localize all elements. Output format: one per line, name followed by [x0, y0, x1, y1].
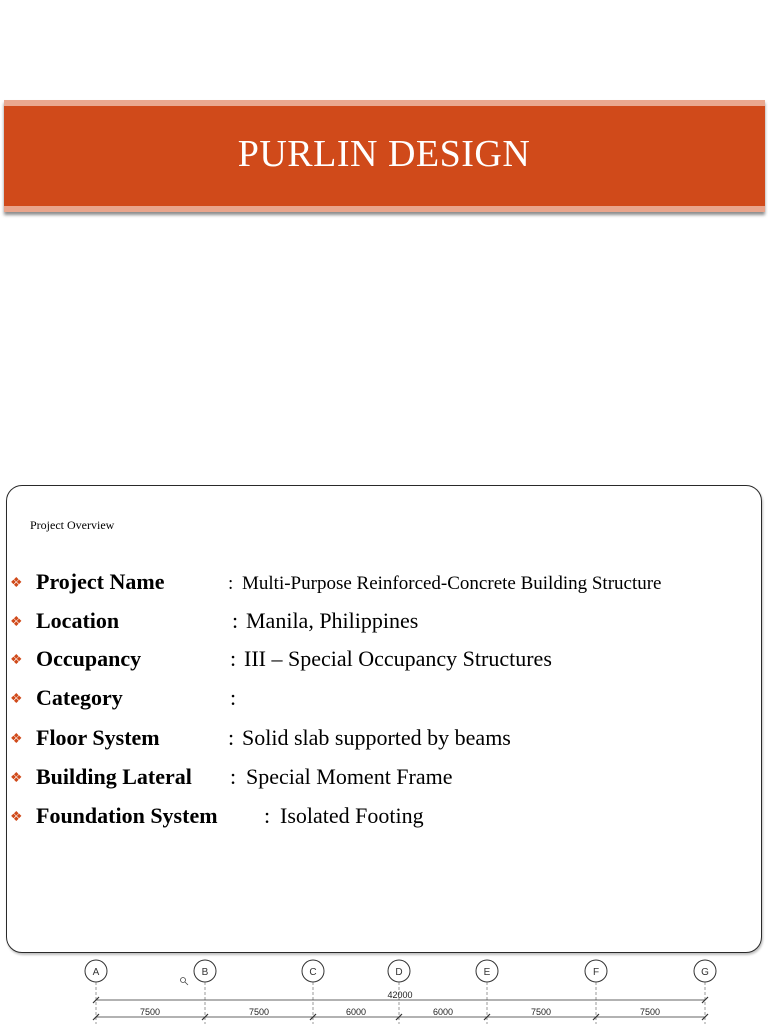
svg-text:D: D: [395, 967, 403, 978]
svg-text:B: B: [201, 967, 209, 978]
svg-text:C: C: [309, 967, 317, 978]
item-value: Multi-Purpose Reinforced-Concrete Building Structure: [242, 573, 662, 594]
structural-grid-plan: [0, 955, 768, 1024]
svg-text:F: F: [592, 967, 600, 978]
item-value: Solid slab supported by beams: [242, 725, 511, 750]
span-dimension: 6000: [432, 1007, 454, 1017]
item-value: Manila, Philippines: [246, 608, 419, 633]
item-separator: :: [230, 685, 237, 710]
diamond-bullet-icon: ❖: [10, 732, 23, 747]
item-separator: :: [230, 764, 237, 789]
item-value: III – Special Occupancy Structures: [244, 646, 552, 671]
project-overview-card: [6, 485, 762, 953]
dimension-ticks: [93, 997, 708, 1020]
svg-text:A: A: [92, 967, 100, 978]
grid-bubble-b: [194, 960, 216, 982]
svg-text:G: G: [701, 967, 709, 978]
grid-bubble-f: [585, 960, 607, 982]
grid-lines: [96, 982, 705, 1024]
diamond-bullet-icon: ❖: [10, 692, 23, 707]
item-label: Building Lateral: [36, 764, 192, 789]
diamond-bullet-icon: ❖: [10, 615, 23, 630]
item-label: Location: [36, 608, 120, 633]
overview-label: Project Overview: [30, 518, 115, 532]
page-title: PURLIN DESIGN: [237, 133, 531, 175]
item-label: Floor System: [36, 725, 160, 750]
item-label: Project Name: [36, 569, 165, 594]
item-label: Foundation System: [36, 803, 218, 828]
total-dimension: 42000: [387, 990, 413, 1000]
diamond-bullet-icon: ❖: [10, 576, 23, 591]
grid-bubble-d: [388, 960, 410, 982]
item-separator: :: [228, 725, 235, 750]
diamond-bullet-icon: ❖: [10, 653, 23, 668]
svg-text:E: E: [483, 967, 491, 978]
item-separator: :: [228, 573, 234, 594]
grid-bubble-a: [85, 960, 107, 982]
dimension-lines: [96, 1000, 705, 1017]
diamond-bullet-icon: ❖: [10, 771, 23, 786]
magnifier-icon: [181, 978, 189, 986]
item-separator: :: [230, 646, 237, 671]
grid-bubble-e: [476, 960, 498, 982]
diamond-bullet-icon: ❖: [10, 810, 23, 825]
span-dimension: 7500: [248, 1007, 270, 1017]
span-dimension: 7500: [530, 1007, 552, 1017]
grid-bubble-c: [302, 960, 324, 982]
span-dimension: 7500: [639, 1007, 661, 1017]
item-value: Isolated Footing: [280, 803, 424, 828]
span-dimension: 6000: [345, 1007, 367, 1017]
span-dimension: 7500: [139, 1007, 161, 1017]
grid-bubble-g: [694, 960, 716, 982]
item-label: Category: [36, 685, 123, 710]
item-separator: :: [264, 803, 271, 828]
item-separator: :: [232, 608, 239, 633]
item-label: Occupancy: [36, 646, 142, 671]
item-value: Special Moment Frame: [246, 764, 453, 789]
